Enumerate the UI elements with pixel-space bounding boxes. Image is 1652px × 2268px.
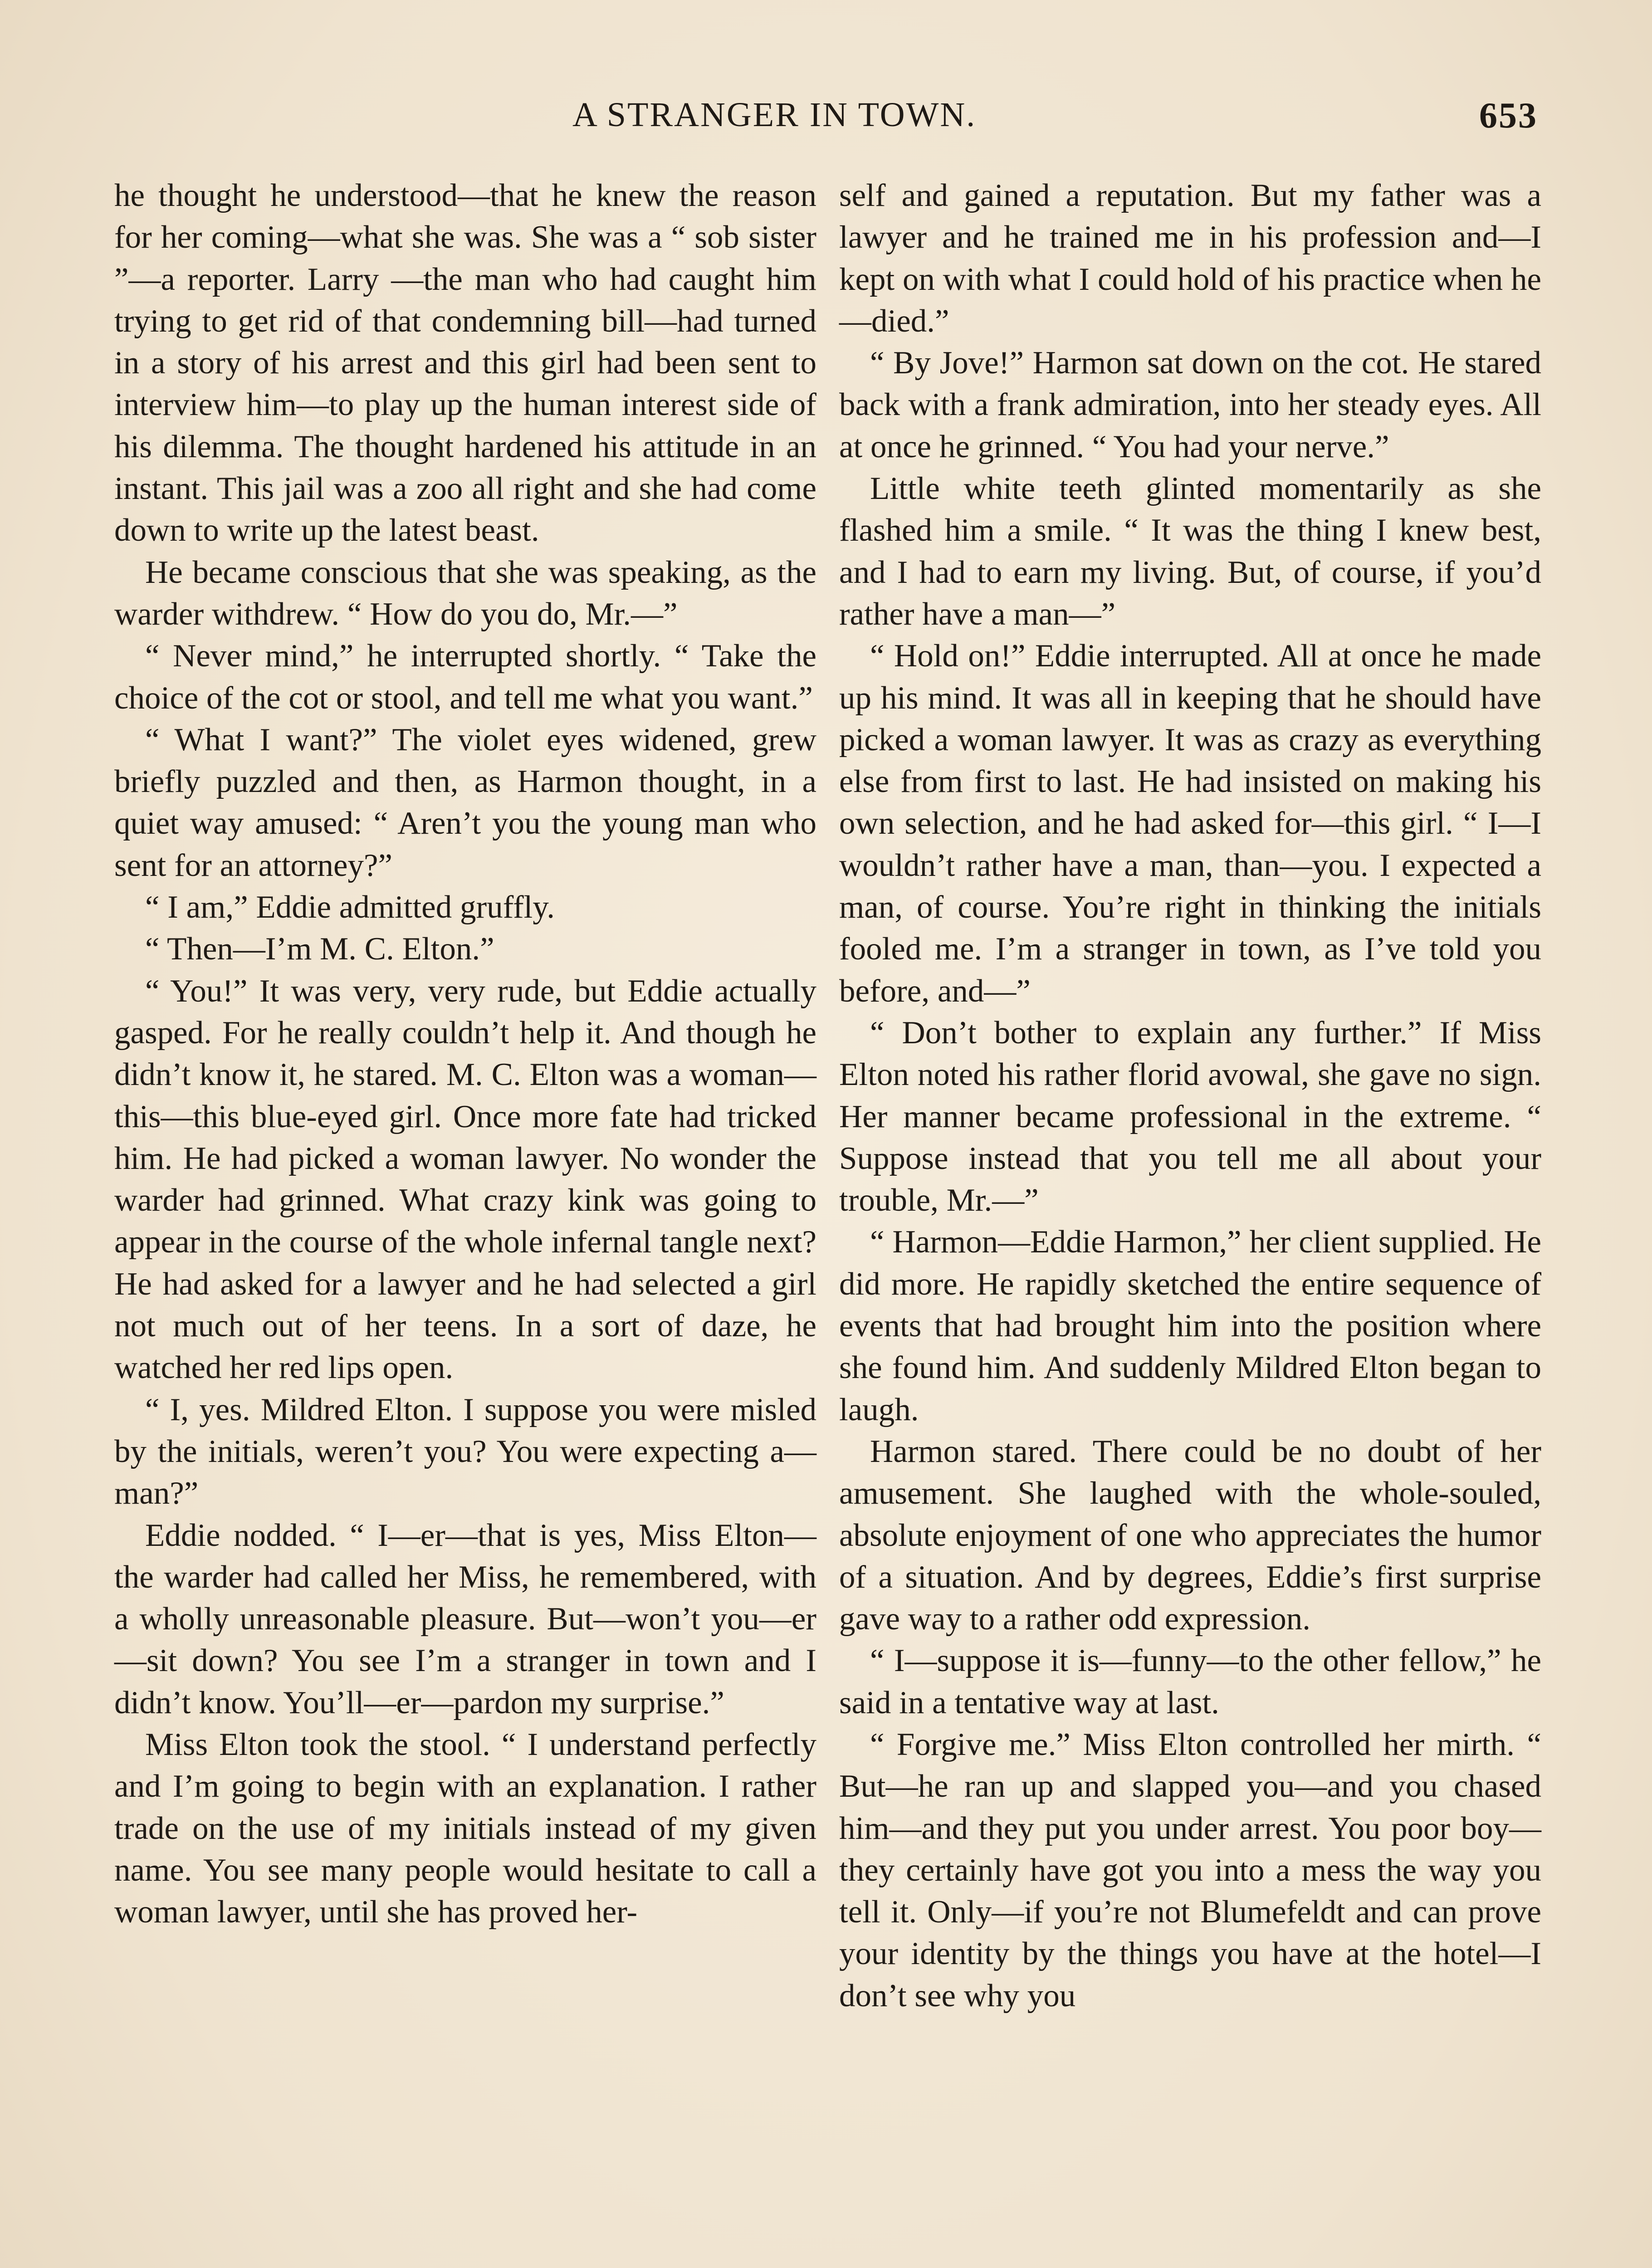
paragraph: “ Hold on!” Eddie interrupted. All at once he made up his mind. It was all in keeping that he should have picked a woman lawyer. It was as crazy as everything else from first to last. He had insisted on making his own selection, and he had asked for—this girl. “ I—I wouldn’t rather have a man, than—you. I expected a man, of course. You’re right in thinking the initials fooled me. I’m a stranger in town, as I’ve told you before, and—” — [839, 638, 1541, 1009]
paragraph: he thought he understood—that he knew the reason for her coming—what she was. She was a “ sob sister ”—a reporter. Larry —the man who had caught him trying to get rid of that condemning bill—had turned in a story of his arrest and this girl had been sent to interview him—to play up the human interest side of his dilemma. The thought hardened his attitude in an instant. This jail was a zoo all right and she had come down to write up the latest beast. — [114, 178, 816, 548]
paragraph: Eddie nodded. “ I—er—that is yes, Miss Elton—the warder had called her Miss, he remembered, with a wholly unreasonable pleasure. But—won’t you—er —sit down? You see I’m a stranger in town and I didn’t know. You’ll—er—pardon my surprise.” — [114, 1517, 816, 1721]
left-column — [114, 175, 816, 1933]
paragraph: He became conscious that she was speaking, as the warder withdrew. “ How do you do, Mr.—” — [114, 554, 816, 632]
running-title: A STRANGER IN TOWN. — [572, 96, 977, 134]
paragraph: “ Never mind,” he interrupted shortly. “ Take the choice of the cot or stool, and tell me what you want.” — [114, 638, 816, 716]
paragraph: “ I, yes. Mildred Elton. I suppose you were misled by the initials, weren’t you? You were expecting a—man?” — [114, 1392, 816, 1511]
paragraph: Little white teeth glinted momentarily as she flashed him a smile. “ It was the thing I knew best, and I had to earn my living. But, of course, if you’d rather have a man—” — [839, 471, 1541, 632]
paragraph: “ Then—I’m M. C. Elton.” — [145, 931, 494, 967]
paragraph: “ You!” It was very, very rude, but Eddie actually gasped. For he really couldn’t help it. And though he didn’t know it, he stared. M. C. Elton was a woman—this—this blue-eyed girl. Once more fate had tricked him. He had picked a woman lawyer. No wonder the warder had grinned. What crazy kink was going to appear in the course of the whole infernal tangle next? He had asked for a lawyer and he had selected a girl not much out of her teens. In a sort of daze, he watched her red lips open. — [114, 973, 816, 1386]
paragraph: “ Harmon—Eddie Harmon,” her client supplied. He did more. He rapidly sketched the entire sequence of events that had brought him into the position where she found him. And suddenly Mildred Elton began to laugh. — [839, 1224, 1541, 1427]
page-header — [572, 95, 1538, 145]
paragraph: “ I am,” Eddie admitted gruffly. — [145, 890, 555, 925]
paragraph: Miss Elton took the stool. “ I understand perfectly and I’m going to begin with an explanation. I rather trade on the use of my initials instead of my given name. You see many people would hesitate to call a woman lawyer, until she has proved her- — [114, 1726, 816, 1930]
right-column — [839, 175, 1541, 2017]
paragraph: self and gained a reputation. But my father was a lawyer and he trained me in his profession and—I kept on with what I could hold of his practice when he—died.” — [839, 178, 1541, 339]
paragraph: “ By Jove!” Harmon sat down on the cot. He stared back with a frank admiration, into her steady eyes. All at once he grinned. “ You had your nerve.” — [839, 345, 1541, 464]
paragraph: “ What I want?” The violet eyes widened, grew briefly puzzled and then, as Harmon thought, in a quiet way amused: “ Aren’t you the young man who sent for an attorney?” — [114, 722, 816, 883]
page-number: 653 — [1479, 96, 1538, 136]
paragraph: “ Don’t bother to explain any further.” If Miss Elton noted his rather florid avowal, she gave no sign. Her manner became professional in the extreme. “ Suppose instead that you tell me all about your trouble, Mr.—” — [839, 1015, 1541, 1218]
paragraph: “ I—suppose it is—funny—to the other fellow,” he said in a tentative way at last. — [839, 1643, 1541, 1721]
paragraph: “ Forgive me.” Miss Elton controlled her mirth. “ But—he ran up and slapped you—and you chased him—and they put you under arrest. You poor boy—they certainly have got you into a mess the way you tell it. Only—if you’re not Blumefeldt and can prove your identity by the things you have at the hotel—I don’t see why you — [839, 1726, 1541, 2014]
paragraph: Harmon stared. There could be no doubt of her amusement. She laughed with the whole-souled, absolute enjoyment of one who appreciates the humor of a situation. And by degrees, Eddie’s first surprise gave way to a rather odd expression. — [839, 1433, 1541, 1637]
